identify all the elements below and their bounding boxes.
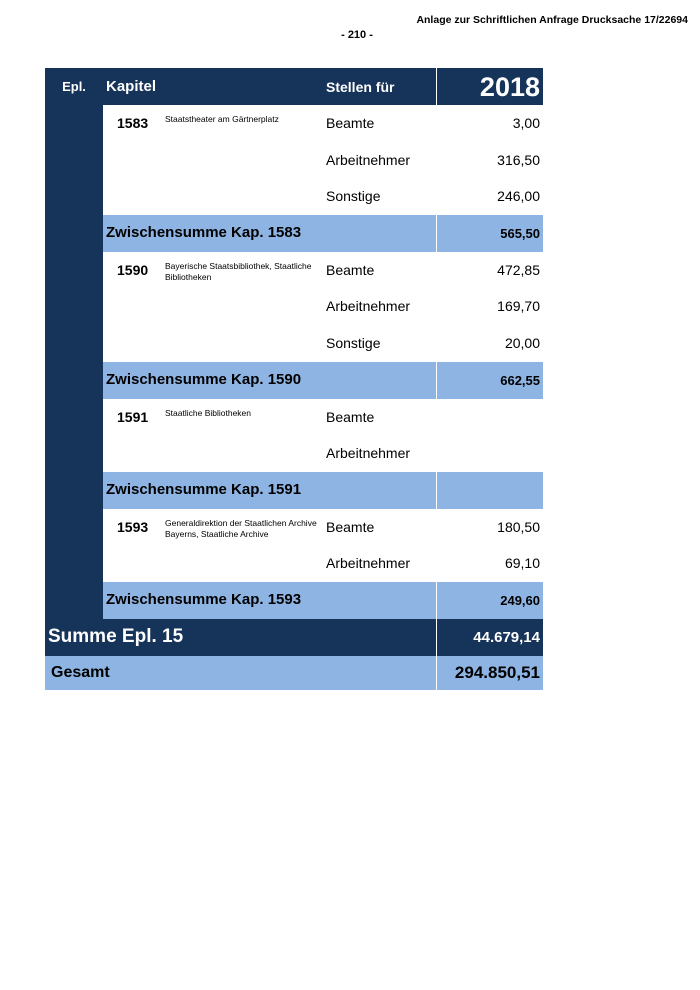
epl-column-cell [45,105,103,142]
stellen-type: Sonstige [326,188,381,205]
subtotal-value: 249,60 [500,592,540,608]
epl-column-cell [45,399,103,436]
kapitel-name: Staatliche Bibliotheken [165,407,252,418]
epl-column-cell [45,325,103,362]
table-row [45,325,543,362]
kapitel-name: Bayerische Staatsbibliothek, Staatliche Bibliotheken [165,260,312,282]
subtotal-label: Zwischensumme Kap. 1583 [106,223,302,241]
table-row [45,399,543,436]
subtotal-row [45,215,543,252]
stellen-value: 69,10 [504,555,540,572]
table-row [45,142,543,179]
staff-table [45,68,543,690]
stellen-value: 169,70 [497,298,540,315]
subtotal-label: Zwischensumme Kap. 1590 [106,370,302,388]
epl-column-cell [45,142,103,179]
column-divider [436,362,437,399]
column-divider [436,656,437,690]
epl-column-cell [45,252,103,289]
table-row [45,509,543,546]
column-divider [436,215,437,252]
stellen-value: 246,00 [497,188,540,205]
epl-column-cell [45,472,103,509]
stellen-type: Arbeitnehmer [326,151,411,168]
epl-column-cell [45,288,103,325]
column-divider [436,619,437,656]
summe-epl-value: 44.679,14 [473,628,540,646]
summe-epl-row [45,619,543,656]
stellen-value: 316,50 [497,151,540,168]
gesamt-row [45,656,543,690]
subtotal-value: 662,55 [500,372,540,388]
table-row [45,435,543,472]
stellen-type: Beamte [326,408,375,425]
subtotal-row [45,582,543,619]
kapitel-number: 1591 [117,408,149,425]
epl-column-cell [45,435,103,472]
epl-column-cell [45,509,103,546]
gesamt-label: Gesamt [51,663,110,681]
page-header [0,12,688,46]
kapitel-number: 1593 [117,518,149,535]
table-row [45,252,543,289]
document-reference: Anlage zur Schriftlichen Anfrage Drucksache 17/22694 [416,14,688,26]
summe-epl-label: Summe Epl. 15 [48,625,184,647]
kapitel-number: 1583 [117,115,149,131]
stellen-value: 3,00 [512,115,540,131]
page-number: - 210 - [341,29,373,41]
subtotal-value: 565,50 [500,225,540,241]
stellen-value: 180,50 [497,518,540,535]
column-divider [436,472,437,509]
kapitel-name: Generaldirektion der Staatlichen Archive Bayerns, Staatliche Archive [165,517,317,539]
header-kapitel: Kapitel [106,78,157,95]
subtotal-label: Zwischensumme Kap. 1593 [106,590,302,608]
epl-column-cell [45,178,103,215]
header-year: 2018 [436,68,543,105]
stellen-type: Arbeitnehmer [326,298,411,315]
stellen-type: Sonstige [326,334,381,351]
stellen-type: Arbeitnehmer [326,445,411,462]
kapitel-number: 1590 [117,261,149,278]
table-row [45,288,543,325]
table-body [45,105,543,619]
stellen-value: 472,85 [497,261,540,278]
stellen-type: Beamte [326,518,375,535]
stellen-type: Arbeitnehmer [326,555,411,572]
table-header-row [45,68,543,105]
subtotal-row [45,362,543,399]
table-row [45,105,543,142]
subtotal-label: Zwischensumme Kap. 1591 [106,480,302,498]
column-divider [436,582,437,619]
stellen-type: Beamte [326,261,375,278]
kapitel-name: Staatstheater am Gärtnerplatz [165,114,279,124]
table-row [45,178,543,215]
epl-column-cell [45,362,103,399]
header-stellen-fuer: Stellen für [326,79,395,95]
epl-column-cell [45,215,103,252]
epl-column-cell [45,582,103,619]
table-row [45,545,543,582]
subtotal-row [45,472,543,509]
stellen-type: Beamte [326,115,375,131]
epl-column-cell [45,545,103,582]
gesamt-value: 294.850,51 [454,662,540,682]
header-epl: Epl. [62,79,86,94]
stellen-value: 20,00 [504,334,540,351]
